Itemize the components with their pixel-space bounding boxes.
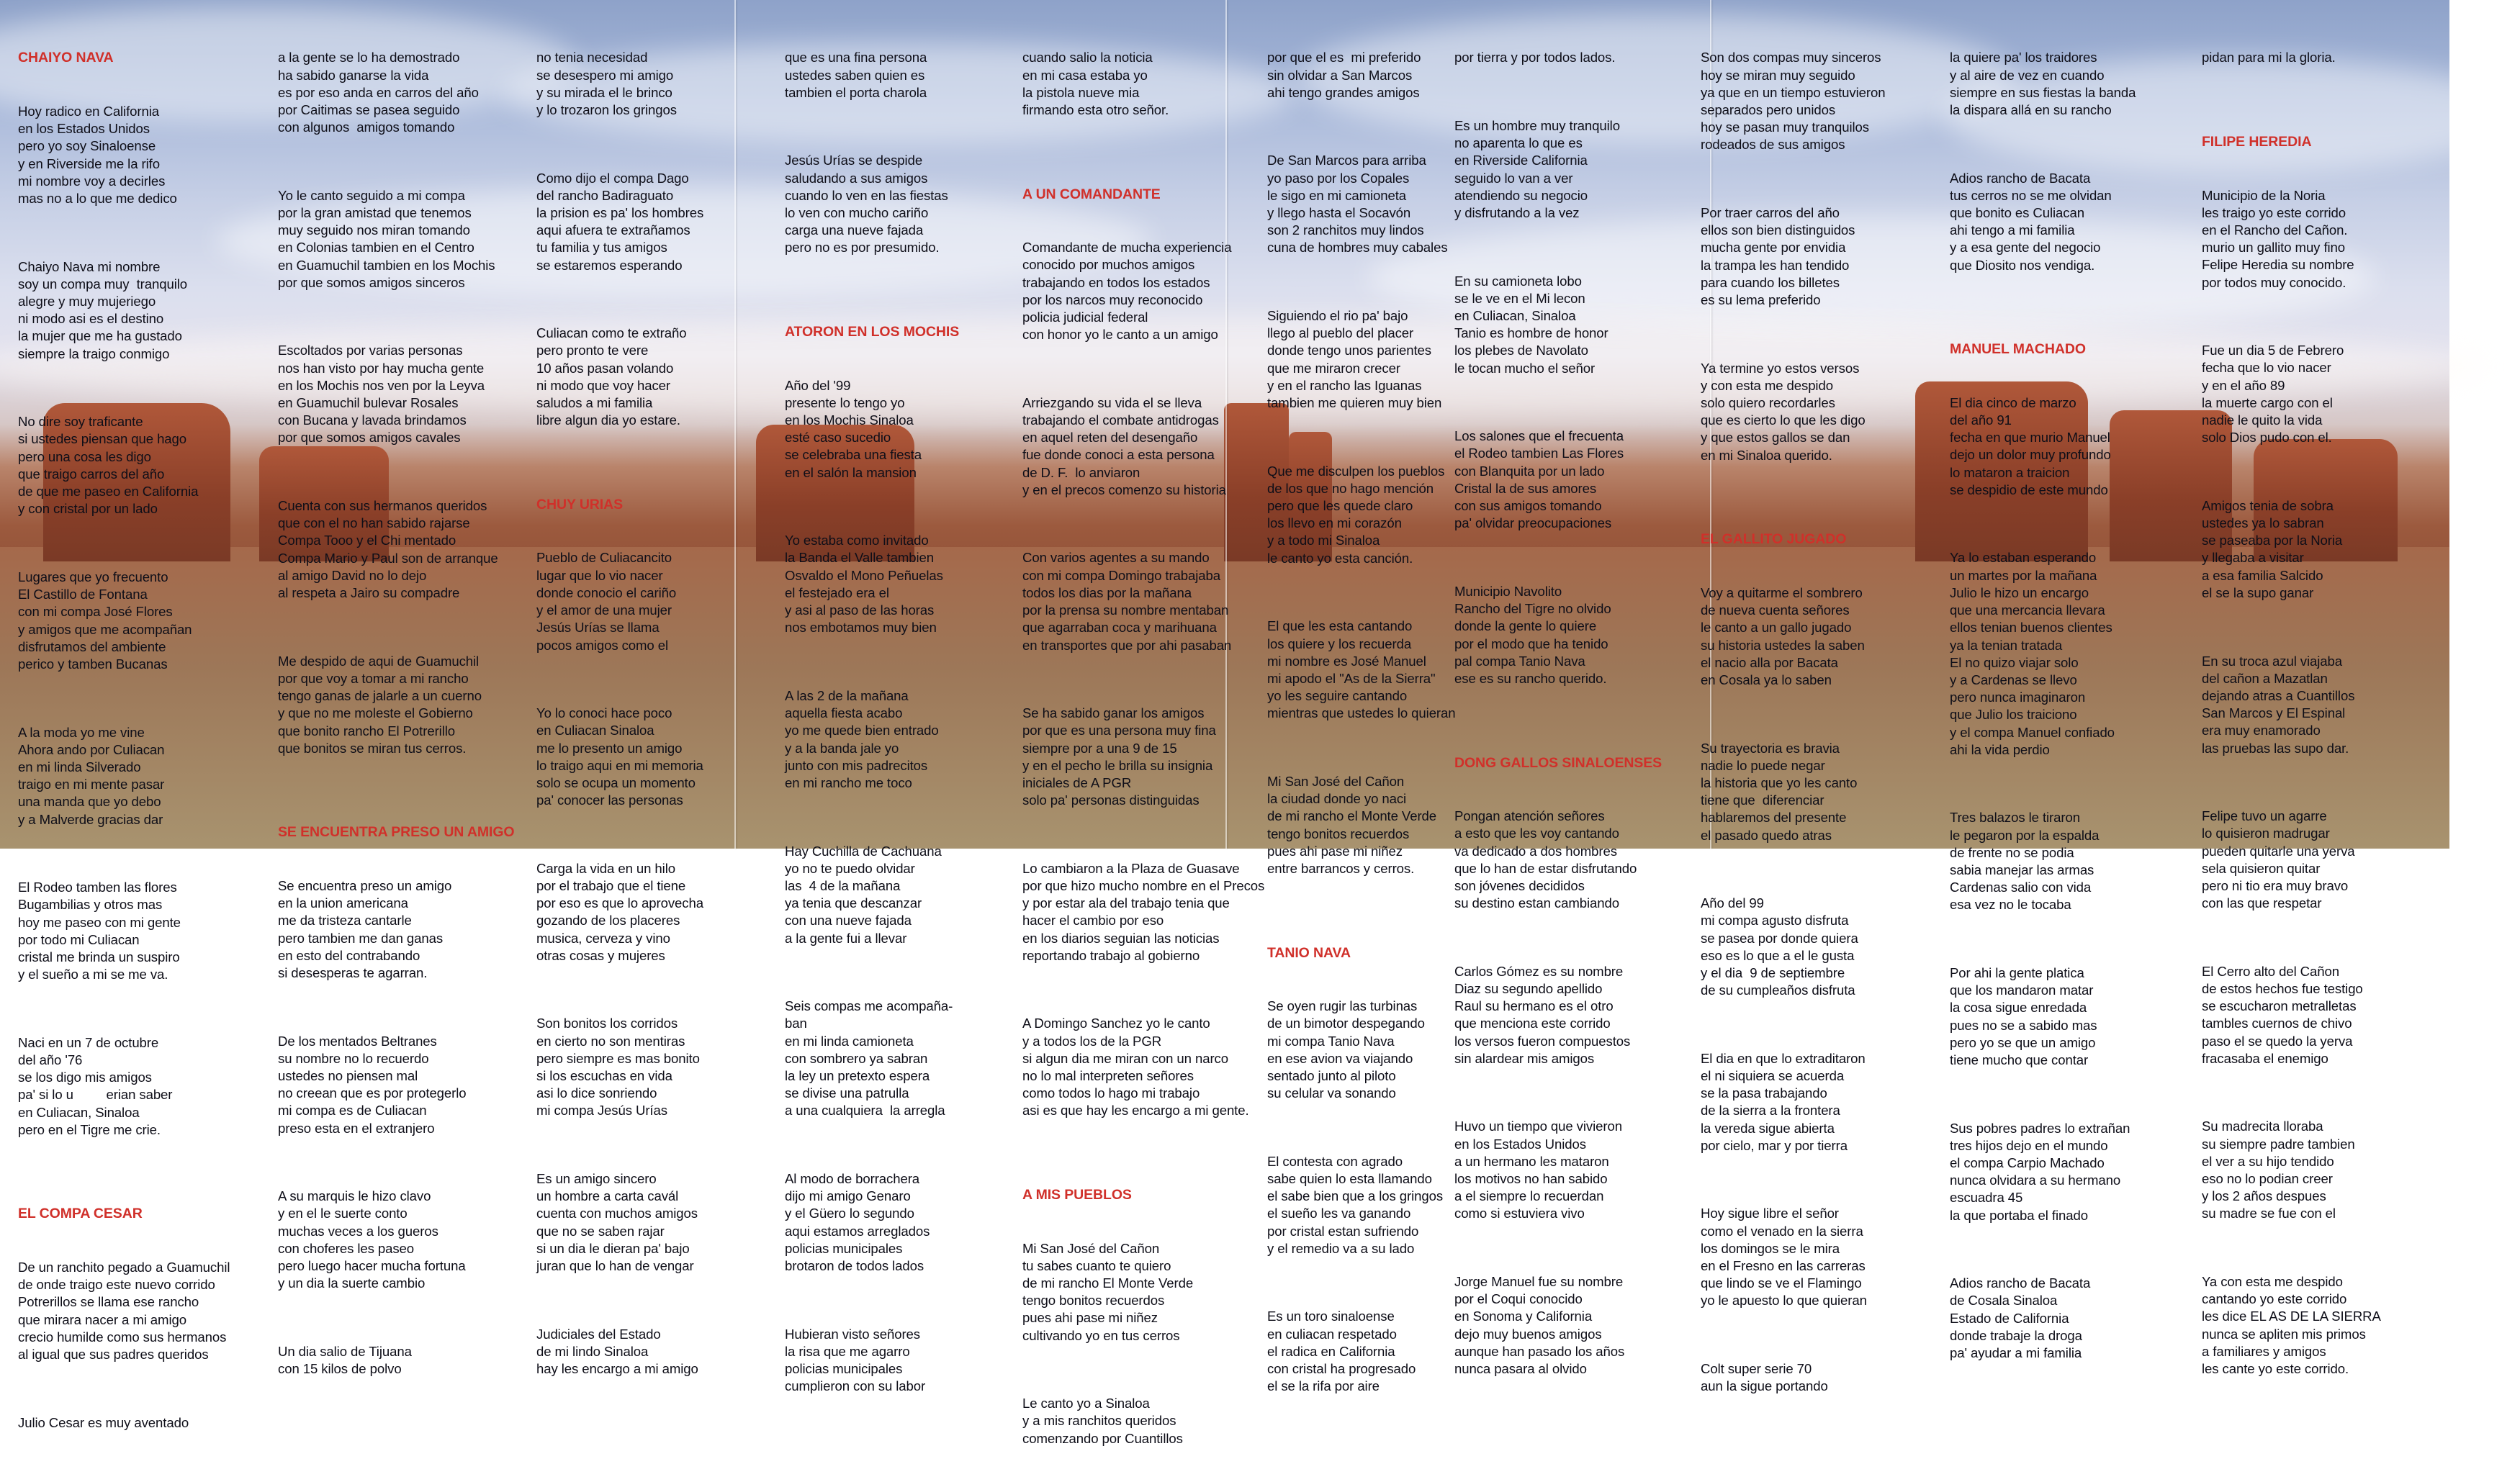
verse: Lo cambiaron a la Plaza de Guasave por que hizo mucho nombre en el Precos y por estar ala del trabajo tenia que hacer el cambio por eso en los diarios seguian las noticias reportando trabajo al gobierno <box>1022 860 1265 963</box>
verse: Tres balazos le tiraron le pegaron por la espalda de frente no se podia sabia manejar las armas Cardenas salio con vida esa vez no le tocaba <box>1950 810 2100 913</box>
verse: Culiacan como te extraño pero pronto te vere 10 años pasan volando ni modo que voy hacer saludos a mi familia libre algun dia yo estare. <box>536 325 687 428</box>
verse: Mi San José del Cañon la ciudad donde yo naci de mi rancho el Monte Verde tengo bonitos recuerdos pues ahi pase mi niñez entre barrancos y cerros. <box>1267 773 1437 876</box>
verse: Ya termine yo estos versos y con esta me despido solo quiero recordarles que es cierto lo que les digo y que estos gallos se dan en mi Sinaloa querido. <box>1701 360 1866 463</box>
verse: pidan para mi la gloria. <box>2202 50 2336 65</box>
song-title: CHAIYO NAVA <box>18 50 114 66</box>
verse: Ya lo estaban esperando un martes por la mañana Julio le hizo un encargo que una mercancia llevara ellos tenian buenos clientes ya la tenian tratada El no quizo viajar solo y a Cardenas se llevo pero nunca imaginaron que Julio los traiciono y el compa Manuel confiado ahi la vida perdio <box>1950 550 2115 757</box>
verse: Judiciales del Estado de mi lindo Sinaloa hay les encargo a mi amigo <box>536 1326 698 1377</box>
lyrics-column-5 <box>1022 14 1265 1482</box>
song-title: A UN COMANDANTE <box>1022 186 1161 202</box>
verse: Se oyen rugir las turbinas de un bimotor despegando mi compa Tanio Nava en ese avion va viajando sentado junto al piloto su celular va sonando <box>1267 998 1425 1101</box>
song-title: ATORON EN LOS MOCHIS <box>785 324 960 340</box>
verse: Chaiyo Nava mi nombre soy un compa muy tranquilo alegre y muy mujeriego ni modo asi es el destino la mujer que me ha gustado siempre la traigo conmigo <box>18 258 188 361</box>
verse: A su marquis le hizo clavo y en el le suerte conto muchas veces a los gueros con choferes les paseo pero luego hacer mucha fortuna y un dia la suerte cambio <box>278 1188 466 1291</box>
verse: Como dijo el compa Dago del rancho Badiraguato la prision es pa' los hombres aqui afuera te extrañamos tu familia y tus amigos se estaremos esperando <box>536 170 704 273</box>
verse: Pongan atención señores a esto que les voy cantando va dedicado a dos hombres que lo han de estar disfrutando son jóvenes decididos su destino estan cambiando <box>1454 808 1637 911</box>
song-title: FILIPE HEREDIA <box>2202 134 2312 150</box>
verse: Huvo un tiempo que vivieron en los Estados Unidos a un hermano les mataron los motivos no han sabido a el siempre lo recuerdan como si estuviera vivo <box>1454 1119 1622 1221</box>
verse: Le canto yo a Sinaloa y a mis ranchitos queridos comenzando por Cuantillos <box>1022 1396 1183 1446</box>
verse: Julio Cesar es muy aventado <box>18 1414 189 1430</box>
song-title: A MIS PUEBLOS <box>1022 1186 1132 1203</box>
verse: Año del '99 presente lo tengo yo en los Mochis Sinaloa esté caso sucedio se celebraba una fiesta en el salón la mansion <box>785 377 922 480</box>
verse: De un ranchito pegado a Guamuchil de onde traigo este nuevo corrido Potrerillos se llama ese rancho que mirara nacer a mi amigo crecio humilde como sus hermanos al igual que sus padres queridos <box>18 1260 230 1363</box>
verse: Hay Cuchilla de Cachuana yo no te puedo olvidar las 4 de la mañana ya tenia que descanzar con una nueve fajada a la gente fui a llevar <box>785 843 942 946</box>
verse: Felipe tuvo un agarre lo quisieron madrugar pueden quitarle una yerva sela quisieron quitar pero ni tio era muy bravo con las que respetar <box>2202 808 2355 911</box>
verse: El Rodeo tamben las flores Bugambilias y otros mas hoy me paseo con mi gente por todo mi Culiacan cristal me brinda un suspiro y el sueño a mi se me va. <box>18 880 181 982</box>
verse: El dia cinco de marzo del año 91 fecha en que murio Manuel dejo un dolor muy profundo lo mataron a traicion se despidio de este mundo <box>1950 394 2111 497</box>
verse: Municipio Navolito Rancho del Tigre no olvido donde la gente lo quiere por el modo que ha tenido pal compa Tanio Nava ese es su rancho querido. <box>1454 583 1611 686</box>
verse: Por ahi la gente platica que los mandaron matar la cosa sigue enredada pues no se a sabido mas pero yo se que un amigo tiene mucho que contar <box>1950 964 2097 1067</box>
verse: El contesta con agrado sabe quien lo esta llamando el sabe bien que a los gringos el sueño les va ganando por cristal estan sufriendo y el remedio va a su lado <box>1267 1153 1444 1256</box>
verse: la quiere pa' los traidores y al aire de vez en cuando siempre en sus fiestas la banda la dispara allá en su rancho <box>1950 50 2136 118</box>
verse: Hoy radico en California en los Estados Unidos pero yo soy Sinaloense y en Riverside me la rifo mi nombre voy a decirles mas no a lo que me dedico <box>18 104 177 207</box>
verse: Es un toro sinaloense en culiacan respetado el radica en California con cristal ha progresado el se la rifa por aire <box>1267 1309 1416 1394</box>
song-title: CHUY URIAS <box>536 496 623 512</box>
verse: A Domingo Sanchez yo le canto y a todos los de la PGR si algun dia me miran con un narco no lo mal interpreten señores como todos lo hago mi trabajo asi es que hay les encargo a mi gente. <box>1022 1016 1249 1119</box>
verse: Carlos Gómez es su nombre Diaz su segundo apellido Raul su hermano es el otro que menciona este corrido los versos fueron compuestos sin alardear mis amigos <box>1454 963 1631 1066</box>
verse: por que el es mi preferido sin olvidar a San Marcos ahi tengo grandes amigos <box>1267 50 1421 100</box>
verse: En su camioneta lobo se le ve en el Mi lecon en Culiacan, Sinaloa Tanio es hombre de honor los plebes de Navolato le tocan mucho el señor <box>1454 273 1608 376</box>
verse: Los salones que el frecuenta el Rodeo tambien Las Flores con Blanquita por un lado Cristal la de sus amores con sus amigos tomando pa' olvidar preocupaciones <box>1454 428 1624 531</box>
verse: Por traer carros del año ellos son bien distinguidos mucha gente por envidia la trampa les han tendido para cuando los billetes es su lema preferido <box>1701 205 1855 308</box>
verse: cuando salio la noticia en mi casa estaba yo la pistola nueve mia firmando esta otro señor. <box>1022 50 1169 118</box>
verse: a la gente se lo ha demostrado ha sabido ganarse la vida es por eso anda en carros del año por Caitimas se pasea seguido con algunos amigos tomando <box>278 50 479 135</box>
verse: Seis compas me acompaña- ban en mi linda camioneta con sombrero ya sabran la ley un pretexto espera se divise una patrulla a una cualquiera la arregla <box>785 998 953 1119</box>
verse: A las 2 de la mañana aquella fiesta acabo yo me quede bien entrado y a la banda jale yo junto con mis padrecitos en mi rancho me toco <box>785 687 939 790</box>
lyrics-column-1 <box>18 14 256 1466</box>
verse: que es una fina persona ustedes saben quien es tambien el porta charola <box>785 50 927 100</box>
song-title: TANIO NAVA <box>1267 944 1351 961</box>
verse: Arriezgando su vida el se lleva trabajando el combate antidrogas en aquel reten del desengaño fue donde conoci a esta persona de D. F. lo anviaron y en el precos comenzo su historia <box>1022 394 1226 497</box>
verse: Al modo de borrachera dijo mi amigo Genaro y el Güero lo segundo aqui estamos arreglados policias municipales brotaron de todos lados <box>785 1170 930 1273</box>
verse: Pueblo de Culiacancito lugar que lo vio nacer donde conocio el cariño y el amor de una mujer Jesús Urías se llama pocos amigos como el <box>536 550 677 653</box>
verse: Carga la vida en un hilo por el trabajo que el tiene por eso es que lo aprovecha gozando de los placeres musica, cerveza y vino otras cosas y mujeres <box>536 860 703 963</box>
verse: Ya con esta me despido cantando yo este corrido les dice EL AS DE LA SIERRA nunca se apliten mis primos a familiares y amigos les cante yo este corrido. <box>2202 1274 2381 1377</box>
verse: El dia en que lo extraditaron el ni siquiera se acuerda se la pasa trabajando de la sierra a la frontera la vereda sigue abierta por cielo, mar y por tierra <box>1701 1050 1866 1153</box>
verse: No dire soy traficante si ustedes piensan que hago pero una cosa les digo que traigo carros del año de que me paseo en California y con cristal por un lado <box>18 414 199 517</box>
verse: Son dos compas muy sinceros hoy se miran muy seguido ya que en un tiempo estuvieron separados pero unidos hoy se pasan muy tranquilos rodeados de sus amigos <box>1701 50 1886 153</box>
lyrics-column-3 <box>536 14 774 1413</box>
verse: Cuenta con sus hermanos queridos que con el no han sabido rajarse Compa Tooo y el Chi mentado Compa Mario y Paul son de arranque al amigo David no lo dejo al respeta a Jairo su compadre <box>278 498 498 601</box>
verse: Se encuentra preso un amigo en la union americana me da tristeza cantarle pero tambien me dan ganas en esto del contrabando si desesperas te agarran. <box>278 877 452 980</box>
verse: Escoltados por varias personas nos han visto por hay mucha gente en los Mochis nos ven por la Leyva en Guamuchil bulevar Rosales con Bucana y lavada brindamos por que somos amigos cavales <box>278 343 485 446</box>
verse: Comandante de mucha experiencia conocido por muchos amigos trabajando en todos los estados por los narcos muy reconocido policia judicial federal con honor yo le canto a un amigo <box>1022 240 1232 343</box>
lyrics-column-9 <box>1950 14 2187 1397</box>
verse: por tierra y por todos lados. <box>1454 50 1616 65</box>
lyrics-column-4 <box>785 14 1022 1430</box>
verse: En su troca azul viajaba del cañon a Mazatlan dejando atras a Cuantillos San Marcos y El Espinal era muy enamorado las pruebas las supo dar. <box>2202 653 2355 756</box>
verse: Lugares que yo frecuento El Castillo de Fontana con mi compa José Flores y amigos que me acompañan disfrutamos del ambiente perico y tamben Bucanas <box>18 569 192 672</box>
verse: Yo le canto seguido a mi compa por la gran amistad que tenemos muy seguido nos miran tomando en Colonias tambien en el Centro en Guamuchil tambien en los Mochis por que somos amigos sinceros <box>278 187 495 290</box>
lyrics-column-7 <box>1454 14 1692 1413</box>
verse: Adios rancho de Bacata de Cosala Sinaloa Estado de California donde trabaje la droga pa' ayudar a mi familia <box>1950 1275 2091 1361</box>
verse: A la moda yo me vine Ahora ando por Culiacan en mi linda Silverado traigo en mi mente pasar una manda que yo debo y a Malverde gracias dar <box>18 724 165 827</box>
verse: Con varios agentes a su mando con mi compa Domingo trabajaba todos los dias por la mañana por la prensa su nombre mentaban que agarraban coca y marihuana en transportes que por ahi pasaban <box>1022 550 1232 653</box>
verse: no tenia necesidad se desespero mi amigo y su mirada el le brinco y lo trozaron los gringos <box>536 50 677 118</box>
verse: Su trayectoria es bravia nadie lo puede negar la historia que yo les canto tiene que diferenciar hablaremos del presente el pasado quedo atras <box>1701 740 1858 843</box>
song-title: EL COMPA CESAR <box>18 1206 143 1222</box>
verse: Jorge Manuel fue su nombre por el Coqui conocido en Sonoma y California dejo muy buenos amigos aunque han pasado los años nunca pasara al olvido <box>1454 1274 1625 1377</box>
verse: Es un amigo sincero un hombre a carta cavál cuenta con muchos amigos que no se saben rajar si un dia le dieran pa' bajo juran que lo han de vengar <box>536 1170 698 1273</box>
verse: Son bonitos los corridos en cierto no son mentiras pero siempre es mas bonito si los escuchas en vida asi lo dice sonriendo mi compa Jesús Urías <box>536 1016 700 1119</box>
verse: Que me disculpen los pueblos de los que no hago mención pero que les quede claro los llevo en mi corazón y a todo mi Sinaloa le canto yo esta canción. <box>1267 463 1445 566</box>
song-title: EL GALLITO JUGADO <box>1701 531 1847 548</box>
verse: Me despido de aqui de Guamuchil por que voy a tomar a mi rancho tengo ganas de jalarle a un cuerno y que no me moleste el Gobierno que bonito rancho El Potrerillo que bonitos se miran tus cerros. <box>278 653 482 756</box>
verse: Yo lo conoci hace poco en Culiacan Sinaloa me lo presento un amigo lo traigo aqui en mi memoria solo se ocupa un momento pa' conocer las personas <box>536 705 703 808</box>
verse: Se ha sabido ganar los amigos por que es una persona muy fina siempre por a una 9 de 15 y en el pecho le brilla su insignia iniciales de A PGR solo pa' personas distinguidas <box>1022 705 1216 808</box>
verse: Hubieran visto señores la risa que me agarro policias municipales cumplieron con su labor <box>785 1326 926 1394</box>
verse: Naci en un 7 de octubre del año '76 se los digo mis amigos pa' si lo u erian saber en Culiacan, Sinaloa pero en el Tigre me crie. <box>18 1034 173 1137</box>
lyrics-column-8 <box>1701 14 1938 1430</box>
verse: Siguiendo el rio pa' bajo llego al pueblo del placer donde tengo unos parientes que me miraron crecer y en el rancho las Iguanas tambien me quieren muy bien <box>1267 308 1442 411</box>
verse: Fue un dia 5 de Febrero fecha que lo vio nacer y en el año 89 la muerte cargo con el nadie le quito la vida solo Dios pudo con el. <box>2202 343 2344 446</box>
verse: Yo estaba como invitado la Banda el Valle tambien Osvaldo el Mono Peñuelas el festejado era el y asi al paso de las horas nos embotamos muy bien <box>785 533 943 636</box>
song-title: SE ENCUENTRA PRESO UN AMIGO <box>278 824 515 841</box>
verse: Sus pobres padres lo extrañan tres hijos dejo en el mundo el compa Carpio Machado nunca olvidara a su hermano escuadra 45 la que portaba el finado <box>1950 1120 2130 1223</box>
verse: Un dia salio de Tijuana con 15 kilos de polvo <box>278 1343 412 1377</box>
verse: Amigos tenia de sobra ustedes ya lo sabran se paseaba por la Noria y llegaba a visitar a esa familia Salcido el se la supo ganar <box>2202 497 2343 600</box>
lyrics-column-10 <box>2202 14 2439 1413</box>
verse: Es un hombre muy tranquilo no aparenta lo que es en Riverside California seguido lo van a ver atendiendo su negocio y disfrutando a la vez <box>1454 118 1620 221</box>
verse: El Cerro alto del Cañon de estos hechos fue testigo se escucharon metralletas tambles cuernos de chivo paso el se quedo la yerva fracasaba el enemigo <box>2202 963 2363 1066</box>
song-title: MANUEL MACHADO <box>1950 341 2086 358</box>
verse: Colt super serie 70 aun la sigue portando <box>1701 1361 1828 1394</box>
verse: Año del 99 mi compa agusto disfruta se pasea por donde quiera eso es lo que a el le gusta y el dia 9 de septiembre de su cumpleaños disfruta <box>1701 895 1858 998</box>
verse: De los mentados Beltranes su nombre no lo recuerdo ustedes no piensen mal no creean que es por protegerlo mi compa es de Culiacan preso esta en el extranjero <box>278 1033 467 1136</box>
verse: Municipio de la Noria les traigo yo este corrido en el Rancho del Cañon. murio un gallito muy fino Felipe Heredia su nombre por todos muy conocido. <box>2202 187 2354 290</box>
verse: El que les esta cantando los quiere y los recuerda mi nombre es José Manuel mi apodo el "As de la Sierra" yo les seguire cantando mientras que ustedes lo quieran <box>1267 618 1456 721</box>
verse: De San Marcos para arriba yo paso por los Copales le sigo en mi camioneta y llego hasta el Socavón son 2 ranchitos muy lindos cuna de hombres muy cabales <box>1267 153 1448 256</box>
song-title: DONG GALLOS SINALOENSES <box>1454 754 1662 771</box>
verse: Voy a quitarme el sombrero de nueva cuenta señores le canto a un gallo jugado su historia ustedes la saben el nacio alla por Bacata en Cosala ya lo saben <box>1701 584 1865 687</box>
verse: Su madrecita lloraba su siempre padre tambien el ver a su hijo tendido eso no lo podian creer y los 2 años despues su madre se fue con el <box>2202 1119 2355 1221</box>
verse: Hoy sigue libre el señor como el venado en la sierra los domingos se le mira en el Fresno en las carreras que lindo se ve el Flamingo yo le apuesto lo que quieran <box>1701 1206 1867 1309</box>
verse: Jesús Urías se despide saludando a sus amigos cuando lo ven en las fiestas lo ven con mucho cariño carga una nueve fajada pero no es por presumido. <box>785 153 948 256</box>
verse: Adios rancho de Bacata tus cerros no se me olvidan que bonito es Culiacan ahi tengo a mi familia y a esa gente del negocio que Diosito nos vendiga. <box>1950 170 2112 273</box>
verse: Mi San José del Cañon tu sabes cuanto te quiero de mi rancho El Monte Verde tengo bonitos recuerdos pues ahi pase mi niñez cultivando yo en tus cerros <box>1022 1240 1194 1343</box>
lyrics-column-2 <box>278 14 516 1413</box>
